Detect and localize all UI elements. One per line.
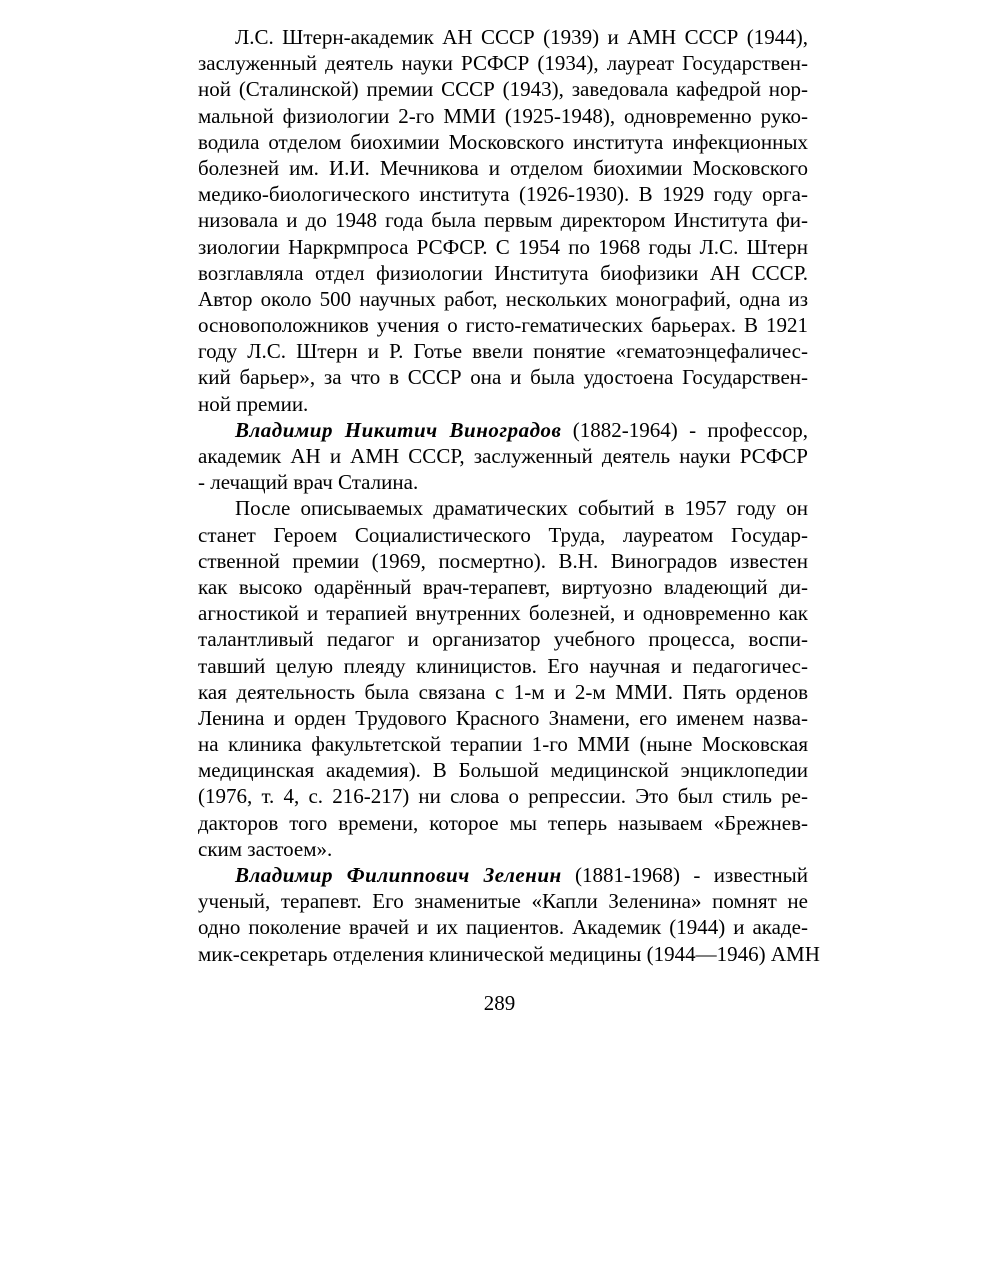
text-line (198, 417, 808, 443)
person-name: Владимир Филиппович Зеленин (235, 863, 562, 887)
text-line: (1976, т. 4, с. 216-217) ни слова о репрессии. Это был стиль ре- (198, 784, 808, 809)
text-line: одно поколение врачей и их пациентов. Академик (1944) и акаде- (198, 915, 808, 940)
text-line: мальной физиологии 2-го ММИ (1925-1948), одновременно руко- (198, 103, 808, 128)
paragraph-zelenin (198, 862, 820, 967)
person-name: Владимир Никитич Виноградов (235, 417, 562, 442)
body-text (198, 24, 820, 967)
text-fragment: (1882-1964) - профессор, (561, 417, 808, 442)
text-line: болезней им. И.И. Мечникова и отделом биохимии Московского (198, 155, 808, 180)
text-line: тавший целую плеяду клиницистов. Его научная и педагогичес- (198, 653, 808, 678)
text-line: ственной премии (1969, посмертно). В.Н. Виноградов известен (198, 548, 808, 573)
page-number: 289 (483, 991, 516, 1015)
text-line: - лечащий врач Сталина. (198, 470, 419, 495)
paragraph-vinogradov-intro (198, 417, 808, 496)
text-line: мик-секретарь отделения клинической медицины (1944—1946) АМН (198, 941, 820, 966)
text-line: заслуженный деятель науки РСФСР (1934), лауреат Государствен- (198, 51, 808, 76)
text-fragment: (1881-1968) - известный (561, 863, 809, 887)
paragraph-stern (198, 24, 808, 417)
text-line: водила отделом биохимии Московского института инфекционных (198, 129, 808, 154)
text-line (198, 862, 808, 888)
text-line: на клиника факультетской терапии 1-го ММИ (ныне Московская (198, 732, 808, 757)
paragraph-vinogradov-bio (198, 495, 808, 862)
text-line: медицинская академия). В Большой медицинской энциклопедии (198, 758, 808, 783)
text-line: После описываемых драматических событий в 1957 году он (235, 496, 808, 521)
text-line: ной (Сталинской) премии СССР (1943), заведовала кафедрой нор- (198, 77, 808, 102)
text-line: зиологии Наркрмпроса РСФСР. С 1954 по 1968 годы Л.С. Штерн (198, 234, 808, 259)
text-line: кий барьер», за что в СССР она и была удостоена Государствен- (198, 365, 808, 390)
text-line: талантливый педагог и организатор учебного процесса, воспи- (198, 627, 808, 652)
text-line: академик АН и АМН СССР, заслуженный деятель науки РСФСР (198, 444, 808, 468)
text-line: низовала и до 1948 года была первым директором Института фи- (198, 208, 808, 233)
text-line: кая деятельность была связана с 1-м и 2-м ММИ. Пять орденов (198, 679, 808, 704)
text-line: ной премии. (198, 391, 309, 416)
text-line: агностикой и терапией внутренних болезней, и одновременно как (198, 601, 808, 626)
text-line: станет Героем Социалистического Труда, лауреатом Государ- (198, 522, 808, 547)
text-line: ским застоем». (198, 836, 333, 861)
text-line: ученый, терапевт. Его знаменитые «Капли Зеленина» помнят не (198, 889, 808, 914)
text-line: Ленина и орден Трудового Красного Знамени, его именем назва- (198, 705, 808, 730)
text-line: возглавляла отдел физиологии Института биофизики АН СССР. (198, 260, 808, 285)
text-line: основоположников учения о гисто-гематических барьерах. В 1921 (198, 313, 808, 338)
text-line: как высоко одарённый врач-терапевт, виртуозно владеющий ди- (198, 574, 808, 599)
text-line: Л.С. Штерн-академик АН СССР (1939) и АМН СССР (1944), (235, 25, 808, 49)
text-line: медико-биологического института (1926-1930). В 1929 году орга- (198, 182, 808, 207)
text-line: дакторов того времени, которое мы теперь называем «Брежнев- (198, 810, 808, 835)
text-line: году Л.С. Штерн и Р. Готье ввели понятие «гематоэнцефаличес- (198, 339, 808, 364)
text-line: Автор около 500 научных работ, нескольких монографий, одна из (198, 286, 808, 311)
